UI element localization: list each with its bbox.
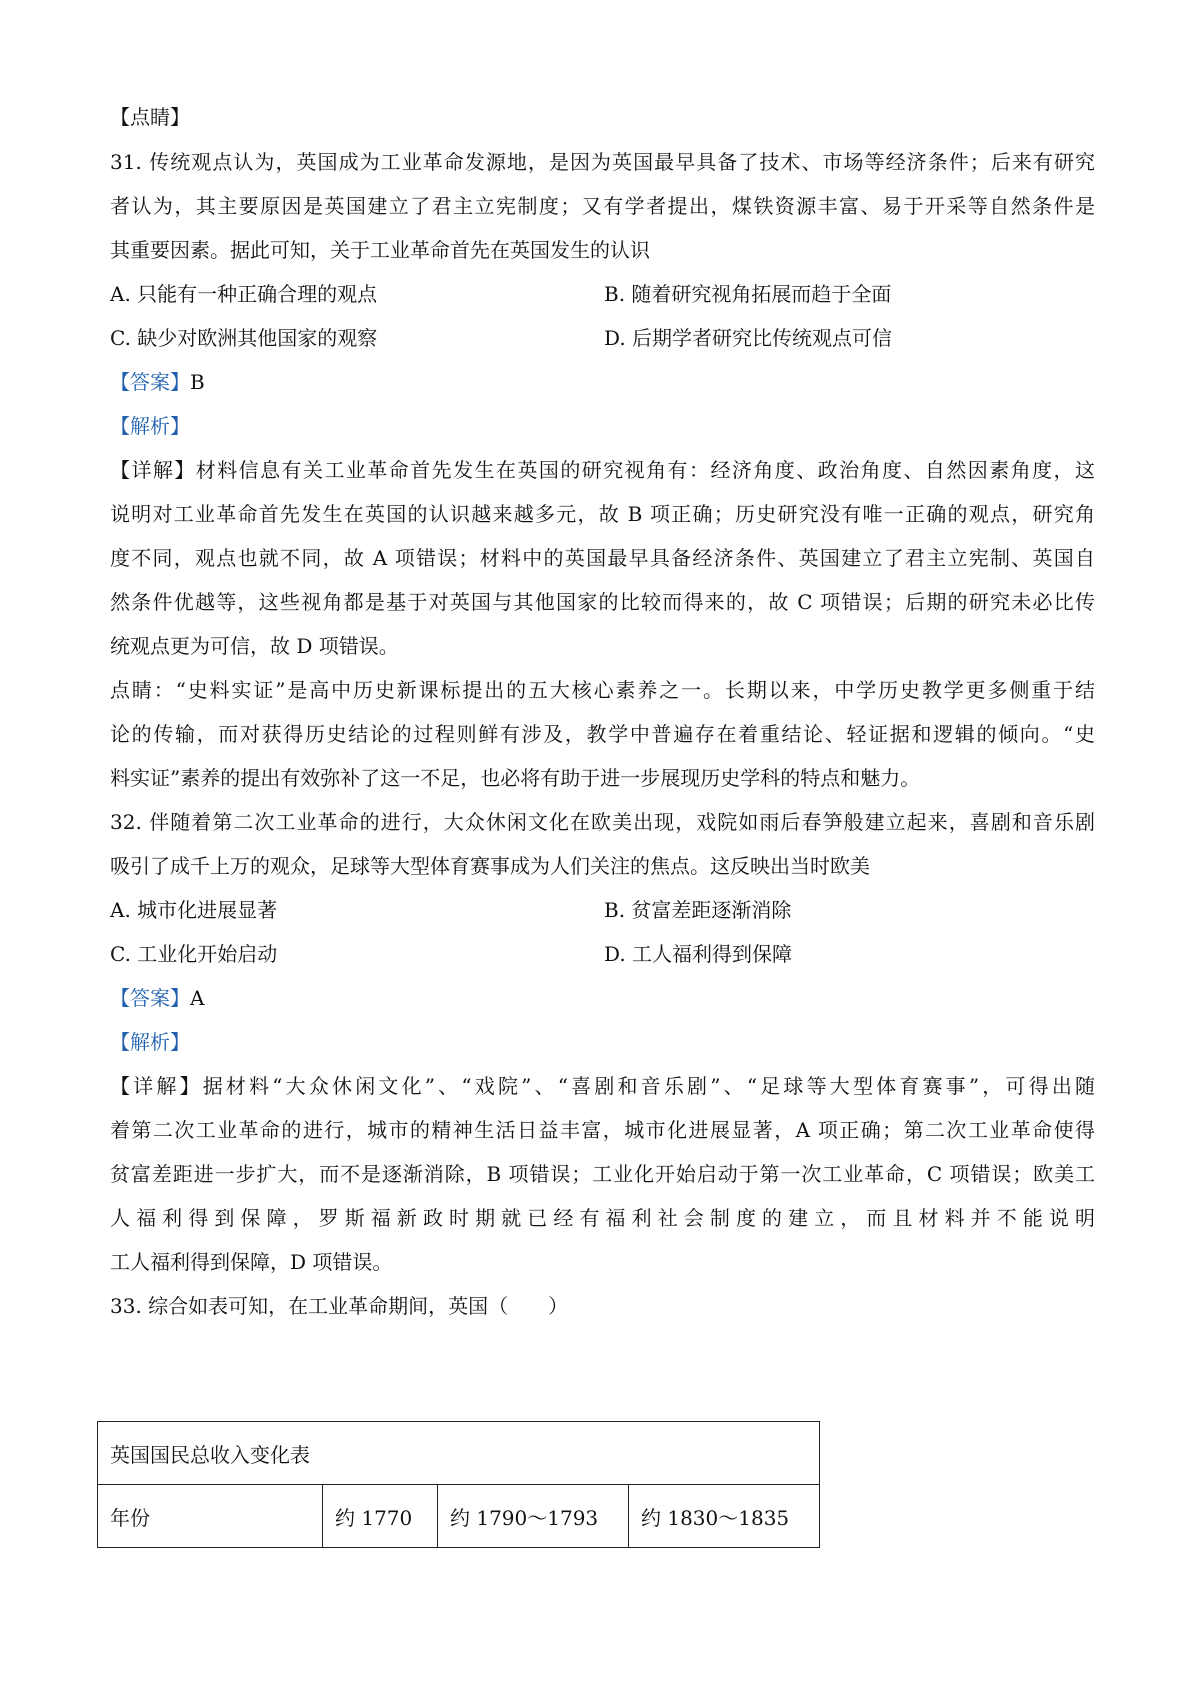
- table-cell-1770: 约 1770: [323, 1485, 438, 1548]
- q31-detail-line-4: 然条件优越等，这些视角都是基于对英国与其他国家的比较而得来的，故 C 项错误；后期的研究未必比传: [110, 590, 1095, 614]
- table-cell-1790: 约 1790～1793: [438, 1485, 629, 1548]
- q32-detail-line-2: 着第二次工业革命的进行，城市的精神生活日益丰富，城市化进展显著，A 项正确；第二次工业革命使得: [110, 1118, 1095, 1142]
- table-title-cell: 英国国民总收入变化表: [98, 1422, 820, 1485]
- q32-detail-line-4: 人福利得到保障，罗斯福新政时期就已经有福利社会制度的建立，而且材料并不能说明: [110, 1206, 1095, 1230]
- q32-detail-line-1: 【详解】据材料“大众休闲文化”、“戏院”、“喜剧和音乐剧”、“足球等大型体育赛事”，可得出随: [110, 1074, 1095, 1098]
- q31-tip-line-1: 点睛：“史料实证”是高中历史新课标提出的五大核心素养之一。长期以来，中学历史教学更多侧重于结: [110, 678, 1095, 702]
- q31-stem-line-2: 者认为，其主要原因是英国建立了君主立宪制度；又有学者提出，煤铁资源丰富、易于开采等自然条件是: [110, 194, 1095, 218]
- table-cell-year-label: 年份: [98, 1485, 323, 1548]
- q31-tip-line-2: 论的传输，而对获得历史结论的过程则鲜有涉及，教学中普遍存在着重结论、轻证据和逻辑的倾向。“史: [110, 722, 1095, 746]
- table-title-row: [98, 1422, 820, 1485]
- q31-option-d: D. 后期学者研究比传统观点可信: [604, 326, 893, 350]
- q31-detail-line-1: 【详解】材料信息有关工业革命首先发生在英国的研究视角有：经济角度、政治角度、自然因素角度，这: [110, 458, 1095, 482]
- q32-answer-value: A: [190, 986, 205, 1010]
- q31-detail-line-2: 说明对工业革命首先发生在英国的认识越来越多元，故 B 项正确；历史研究没有唯一正确的观点，研究角: [110, 502, 1095, 526]
- tip-heading: 【点睛】: [110, 105, 190, 129]
- q32-stem-line-1: 32. 伴随着第二次工业革命的进行，大众休闲文化在欧美出现，戏院如雨后春笋般建立起来，喜剧和音乐剧: [110, 810, 1095, 834]
- q31-option-b: B. 随着研究视角拓展而趋于全面: [604, 282, 892, 306]
- q31-answer-label: 【答案】: [110, 370, 190, 394]
- q32-analysis-label: 【解析】: [110, 1030, 190, 1054]
- q32-option-a: A. 城市化进展显著: [110, 898, 278, 922]
- table-row: [98, 1485, 820, 1548]
- q32-stem-line-2: 吸引了成千上万的观众，足球等大型体育赛事成为人们关注的焦点。这反映出当时欧美: [110, 854, 870, 878]
- q32-answer-label: 【答案】: [110, 986, 190, 1010]
- q31-detail-line-5: 统观点更为可信，故 D 项错误。: [110, 634, 399, 658]
- q33-stem: 33. 综合如表可知，在工业革命期间，英国（ ）: [110, 1294, 569, 1318]
- q32-detail-line-5: 工人福利得到保障，D 项错误。: [110, 1250, 393, 1274]
- q31-analysis-label: 【解析】: [110, 414, 190, 438]
- income-table: [97, 1421, 820, 1548]
- q32-detail-line-3: 贫富差距进一步扩大，而不是逐渐消除，B 项错误；工业化开始启动于第一次工业革命，C 项错误；欧美工: [110, 1162, 1095, 1186]
- table-cell-1830: 约 1830～1835: [629, 1485, 820, 1548]
- q32-option-d: D. 工人福利得到保障: [604, 942, 793, 966]
- q31-option-a: A. 只能有一种正确合理的观点: [110, 282, 378, 306]
- q31-stem-line-3: 其重要因素。据此可知，关于工业革命首先在英国发生的认识: [110, 238, 650, 262]
- q31-detail-line-3: 度不同，观点也就不同，故 A 项错误；材料中的英国最早具备经济条件、英国建立了君主立宪制、英国自: [110, 546, 1095, 570]
- q32-option-c: C. 工业化开始启动: [110, 942, 278, 966]
- q32-answer: [110, 983, 204, 1013]
- q31-tip-line-3: 料实证”素养的提出有效弥补了这一不足，也必将有助于进一步展现历史学科的特点和魅力。: [110, 766, 921, 790]
- q31-option-c: C. 缺少对欧洲其他国家的观察: [110, 326, 378, 350]
- q31-answer: [110, 367, 205, 397]
- q31-stem-line-1: 31. 传统观点认为，英国成为工业革命发源地，是因为英国最早具备了技术、市场等经济条件；后来有研究: [110, 150, 1095, 174]
- q32-option-b: B. 贫富差距逐渐消除: [604, 898, 792, 922]
- q31-answer-value: B: [190, 370, 205, 394]
